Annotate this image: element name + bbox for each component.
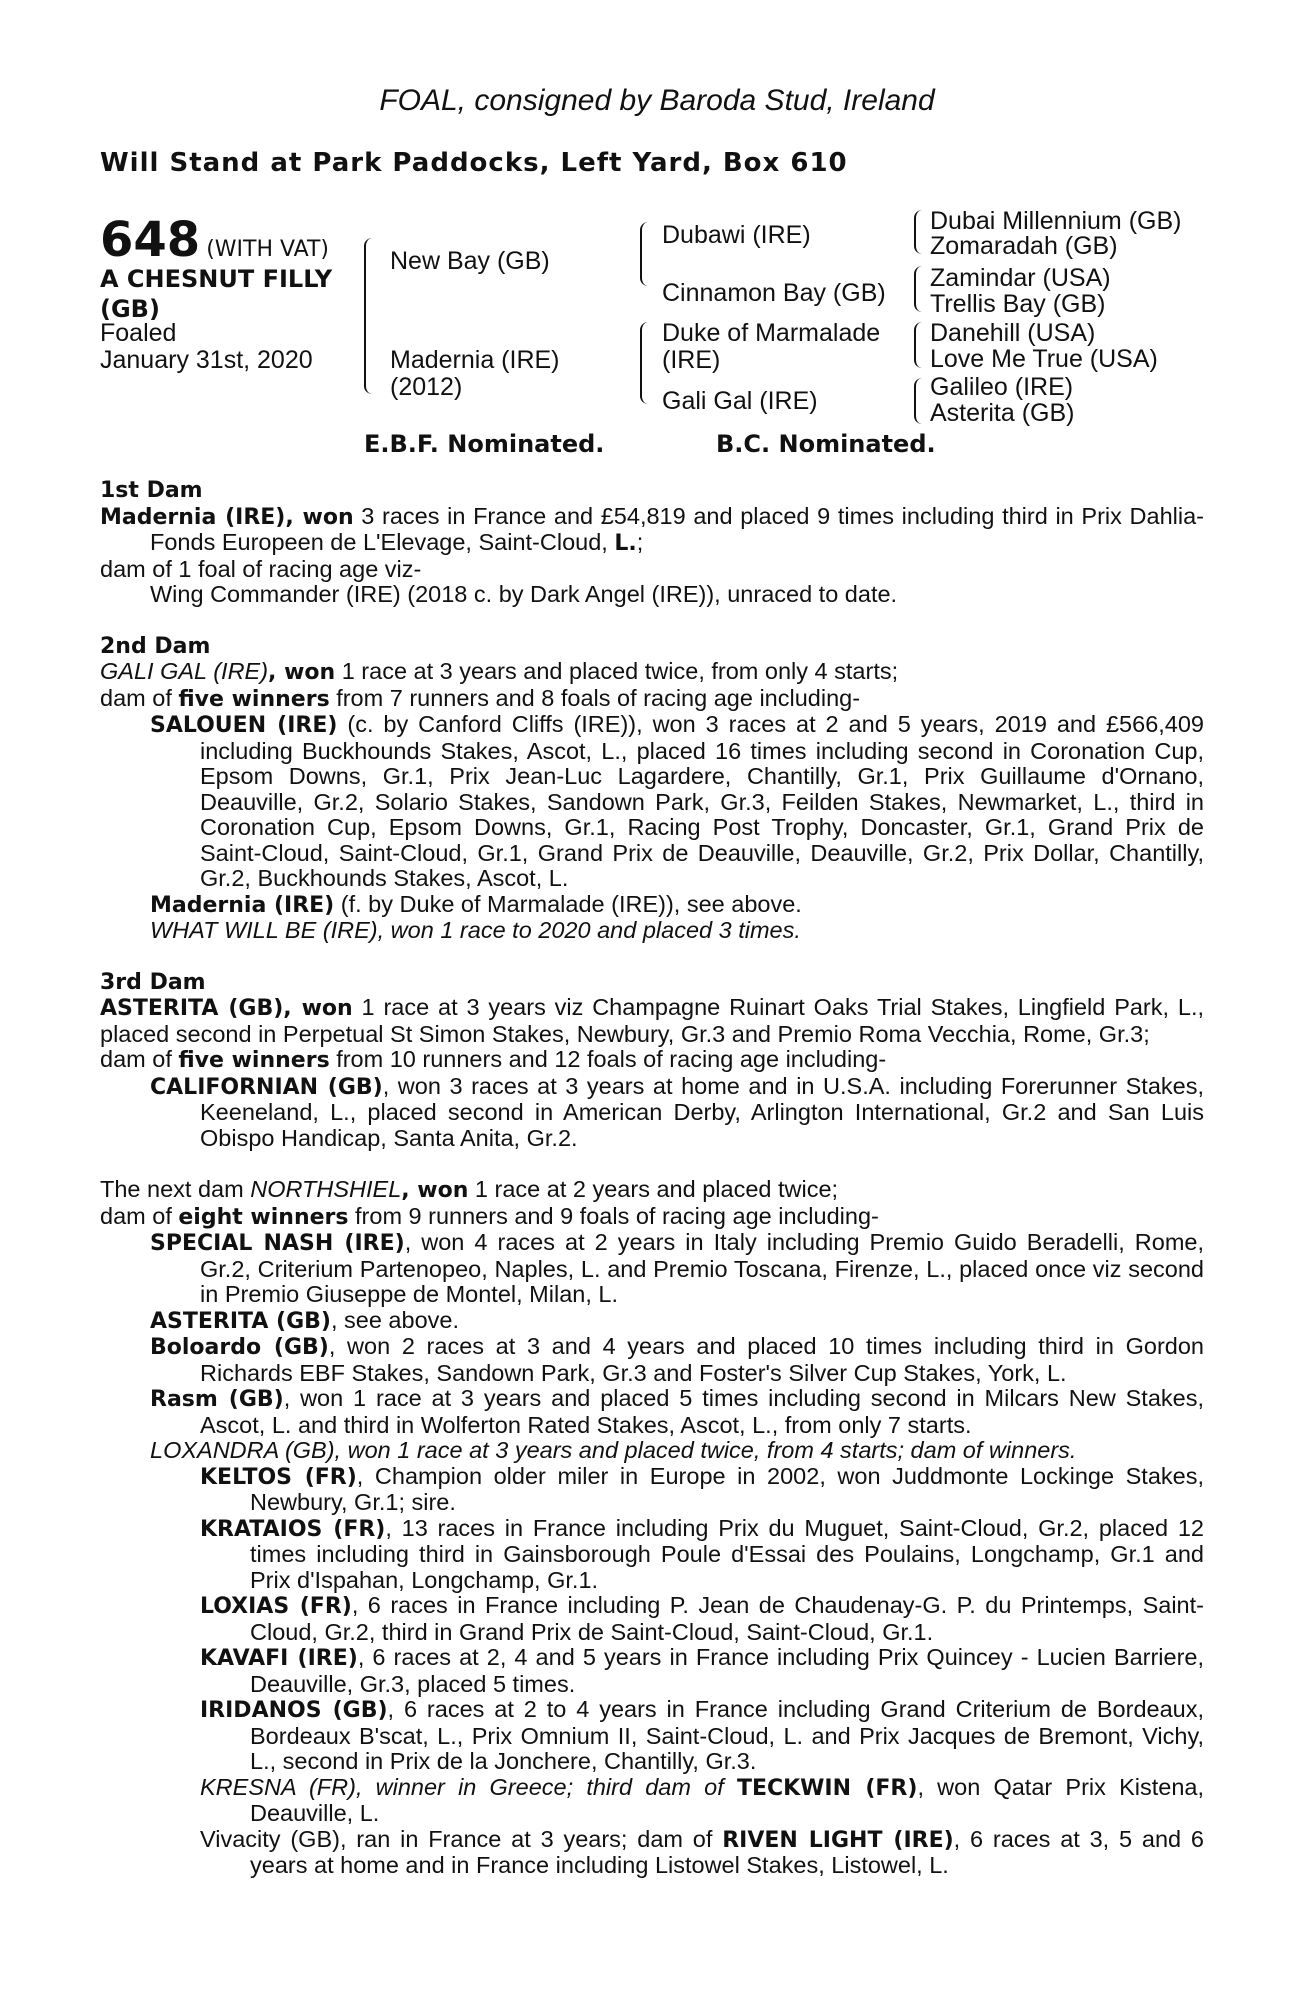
third-dam-winners: five winners	[178, 1048, 330, 1073]
pedigree-sire-sire: Dubawi (IRE)	[662, 221, 811, 249]
first-dam-listed: L.	[614, 531, 637, 556]
ebf-nominated: E.B.F. Nominated.	[364, 430, 605, 458]
second-dam-record	[100, 659, 1204, 686]
pedigree-dam-dam: Gali Gal (IRE)	[662, 387, 818, 415]
whatwillbe-text: , won 1 race to 2020 and placed 3 times.	[377, 917, 801, 943]
next-dam-produce	[100, 1204, 1204, 1231]
bc-nominated: B.C. Nominated.	[716, 430, 936, 458]
whatwillbe-entry	[100, 918, 1204, 944]
pedigree-dd-sire: Galileo (IRE)	[930, 373, 1074, 401]
second-dam-produce	[100, 686, 1204, 713]
lot-description	[100, 264, 332, 324]
next-dam-name: NORTHSHIEL	[250, 1176, 402, 1202]
iridanos-text: , 6 races at 2 to 4 years in France including Grand Criterium de Bordeaux, Bordeaux B'scat, L., Prix Omnium II, Saint-Cloud, L. and Prix Jacques de Bremont, Vichy, L., second in Prix de la Jonchere, Chantilly, Gr.3.	[250, 1696, 1204, 1774]
next-dam-winners: eight winners	[178, 1204, 349, 1230]
third-dam-text: 1 race at 3 years viz Champagne Ruinart Oaks Trial Stakes, Lingfield Park, L., placed second in Perpetual St Simon Stakes, Newbury, Gr.3 and Premio Roma Vecchia, Rome, Gr.3;	[100, 994, 1205, 1047]
third-dam-record	[100, 995, 1204, 1047]
kavafi-entry	[100, 1645, 1204, 1697]
pedigree-dam-sire-line2: (IRE)	[662, 346, 721, 374]
loxandra-entry	[100, 1438, 1204, 1464]
boloardo-entry	[100, 1334, 1204, 1386]
krataios-name: KRATAIOS (FR)	[200, 1516, 386, 1542]
rasm-name: Rasm (GB)	[150, 1387, 284, 1412]
foaled-label: Foaled	[100, 319, 177, 347]
second-dam-produce-a: dam of	[100, 684, 179, 711]
pedigree-dam-sire-line1: Duke of Marmalade	[662, 319, 881, 347]
iridanos-name: IRIDANOS (GB)	[200, 1698, 388, 1723]
iridanos-entry	[100, 1697, 1204, 1775]
first-dam-text: 3 races in France and £54,819 and placed 9 times including third in Prix Dahlia-Fonds Europeen de L'Elevage, Saint-Cloud,	[150, 502, 1204, 555]
lot-desc-line1: A CHESNUT FILLY	[100, 265, 333, 293]
kresna-text-a: , winner in Greece; third dam of	[355, 1773, 737, 1800]
pedigree-sd-sire: Zamindar (USA)	[930, 264, 1111, 292]
lot-header	[100, 212, 329, 268]
pedigree-sire: New Bay (GB)	[390, 247, 550, 275]
kresna-entry	[100, 1775, 1204, 1827]
salouen-name: SALOUEN (IRE)	[150, 713, 338, 738]
madernia-name: Madernia (IRE)	[150, 892, 335, 918]
keltos-text: , Champion older miler in Europe in 2002, won Juddmonte Lockinge Stakes, Newbury, Gr.1; sire.	[250, 1462, 1204, 1515]
first-dam-heading: 1st Dam	[100, 478, 203, 503]
teckwin-name: TECKWIN (FR)	[736, 1775, 918, 1801]
third-dam-name: ASTERITA (GB), won	[100, 996, 353, 1021]
vivacity-text-b: , 6 races at 3, 5 and 6 years at home and in France including Listowel Stakes, Listowel, L.	[250, 1825, 1205, 1878]
next-dam-won: , won	[401, 1178, 469, 1203]
pedigree-bracket-3c	[914, 322, 922, 368]
kresna-name: KRESNA (FR)	[200, 1773, 356, 1800]
pedigree-dam-line2: (2012)	[390, 373, 463, 401]
californian-text: , won 3 races at 3 years at home and in U.S.A. including Forerunner Stakes, Keeneland, L., placed second in American Derby, Arlington International, Gr.2 and San Luis Obispo Handicap, Santa Anita, Gr.2.	[200, 1072, 1204, 1151]
first-dam-name: Madernia (IRE), won	[100, 504, 354, 530]
second-dam-won: , won	[268, 660, 336, 685]
lot-number: 648	[100, 212, 201, 268]
pedigree-sire-dam: Cinnamon Bay (GB)	[662, 279, 886, 307]
pedigree-dd-dam: Asterita (GB)	[930, 399, 1075, 427]
keltos-name: KELTOS (FR)	[200, 1464, 357, 1490]
second-dam-name: GALI GAL (IRE)	[100, 658, 269, 684]
next-dam-produce-a: dam of	[100, 1202, 179, 1229]
next-dam-record	[100, 1177, 1204, 1204]
asterita-name: ASTERITA (GB)	[150, 1308, 331, 1334]
pedigree-bracket-3b	[914, 266, 922, 312]
second-dam-winners: five winners	[178, 686, 330, 712]
salouen-text: (c. by Canford Cliffs (IRE)), won 3 races at 2 and 5 years, 2019 and £566,409 including Buckhounds Stakes, Ascot, L., placed 16 times including second in Coronation Cup, Epsom Downs, Gr.1, Prix Jean-Luc Lagardere, Chantilly, Gr.1, Prix Guillaume d'Ornano, Deauville, Gr.2, Solario Stakes, Sandown Park, Gr.3, Feilden Stakes, Newmarket, L., third in Coronation Cup, Epsom Downs, Gr.1, Racing Post Trophy, Doncaster, Gr.1, Grand Prix de Saint-Cloud, Saint-Cloud, Gr.1, Grand Prix de Deauville, Deauville, Gr.2, Prix Dollar, Chantilly, Gr.2, Buckhounds Stakes, Ascot, L.	[200, 711, 1204, 891]
pedigree-bracket-1	[364, 238, 372, 394]
pedigree-ds-dam: Love Me True (USA)	[930, 345, 1158, 373]
foaled-date: January 31st, 2020	[100, 346, 313, 374]
second-dam-produce-c: from 7 runners and 8 foals of racing age including-	[329, 684, 861, 711]
pedigree-sd-dam: Trellis Bay (GB)	[930, 290, 1106, 318]
third-dam-heading: 3rd Dam	[100, 969, 206, 995]
kresna-text-b: , won Qatar Prix Kistena, Deauville, L.	[250, 1773, 1204, 1826]
first-dam-produce: dam of 1 foal of racing age viz-	[100, 555, 422, 582]
madernia-entry	[100, 892, 1204, 919]
krataios-text: , 13 races in France including Prix du Muguet, Saint-Cloud, Gr.2, placed 12 times including third in Gainsborough Poule d'Essai des Poulains, Longchamp, Gr.1 and Prix d'Ispahan, Longchamp, Gr.1.	[250, 1514, 1204, 1593]
pedigree-bracket-3d	[914, 378, 922, 424]
vivacity-entry	[100, 1827, 1204, 1879]
krataios-entry	[100, 1516, 1204, 1594]
loxias-name: LOXIAS (FR)	[200, 1594, 352, 1619]
loxias-text: , 6 races in France including P. Jean de Chaudenay-G. P. du Printemps, Saint-Cloud, Gr.2, third in Grand Prix de Saint-Cloud, Saint-Cloud, Gr.1.	[250, 1592, 1204, 1645]
special-nash-text: , won 4 races at 2 years in Italy including Premio Guido Beradelli, Rome, Gr.2, Criterium Partenopeo, Naples, L. and Premio Toscana, Firenze, L., placed once viz second in Premio Giuseppe de Montel, Milan, L.	[200, 1229, 1205, 1307]
third-dam-produce	[100, 1047, 1204, 1074]
pedigree-ss-sire: Dubai Millennium (GB)	[930, 207, 1182, 235]
lot-desc-line2: (GB)	[100, 295, 160, 323]
loxias-entry	[100, 1593, 1204, 1645]
third-dam-produce-c: from 10 runners and 12 foals of racing age including-	[329, 1046, 887, 1072]
second-dam-heading: 2nd Dam	[100, 633, 211, 659]
pedigree-ds-sire: Danehill (USA)	[930, 319, 1096, 347]
stand-location: Will Stand at Park Paddocks, Left Yard, Box 610	[100, 148, 848, 178]
boloardo-name: Boloardo (GB)	[150, 1335, 329, 1360]
first-dam-record	[100, 504, 1204, 557]
next-dam-produce-c: from 9 runners and 9 foals of racing age including-	[348, 1202, 879, 1229]
third-dam-produce-a: dam of	[100, 1046, 179, 1072]
loxandra-text: , won 1 race at 3 years and placed twice, from 4 starts; dam of winners.	[334, 1437, 1077, 1463]
next-dam-text: 1 race at 2 years and placed twice;	[468, 1176, 839, 1202]
whatwillbe-name: WHAT WILL BE (IRE)	[150, 917, 378, 943]
vat-note: (WITH VAT)	[206, 237, 330, 262]
vivacity-text-a: Vivacity (GB), ran in France at 3 years; dam of	[200, 1825, 723, 1852]
loxandra-name: LOXANDRA (GB)	[150, 1437, 335, 1463]
keltos-entry	[100, 1464, 1204, 1516]
asterita-text: , see above.	[330, 1306, 459, 1333]
first-dam-foal: Wing Commander (IRE) (2018 c. by Dark Angel (IRE)), unraced to date.	[150, 581, 898, 607]
catalogue-body	[100, 478, 1204, 1879]
special-nash-name: SPECIAL NASH (IRE)	[150, 1231, 405, 1256]
madernia-text: (f. by Duke of Marmalade (IRE)), see above.	[334, 890, 802, 917]
pedigree-bracket-2b	[640, 322, 648, 404]
next-dam-intro: The next dam	[100, 1176, 251, 1202]
second-dam-text: 1 race at 3 years and placed twice, from only 4 starts;	[335, 658, 899, 684]
pedigree-bracket-2a	[640, 222, 648, 286]
riven-light-name: RIVEN LIGHT (IRE)	[722, 1827, 954, 1853]
californian-entry	[100, 1074, 1204, 1152]
kavafi-name: KAVAFI (IRE)	[200, 1646, 358, 1671]
boloardo-text: , won 2 races at 3 and 4 years and placed 10 times including third in Gordon Richards EBF Stakes, Sandown Park, Gr.3 and Foster's Silver Cup Stakes, York, L.	[200, 1333, 1204, 1386]
special-nash-entry	[100, 1230, 1204, 1308]
pedigree-ss-dam: Zomaradah (GB)	[930, 232, 1118, 260]
kavafi-text: , 6 races at 2, 4 and 5 years in France including Prix Quincey - Lucien Barriere, Deauville, Gr.3, placed 5 times.	[250, 1644, 1205, 1697]
californian-name: CALIFORNIAN (GB)	[150, 1074, 383, 1100]
rasm-text: , won 1 race at 3 years and placed 5 times including second in Milcars New Stakes, Ascot, L. and third in Wolferton Rated Stakes, Ascot, L., from only 7 starts.	[200, 1385, 1204, 1438]
consignment-title: FOAL, consigned by Baroda Stud, Ireland	[379, 84, 935, 117]
pedigree-bracket-3a	[914, 210, 922, 254]
rasm-entry	[100, 1386, 1204, 1438]
salouen-entry	[100, 712, 1204, 892]
first-dam-end: ;	[636, 529, 644, 555]
asterita-entry	[100, 1308, 1204, 1335]
pedigree-dam-line1: Madernia (IRE)	[390, 346, 560, 374]
